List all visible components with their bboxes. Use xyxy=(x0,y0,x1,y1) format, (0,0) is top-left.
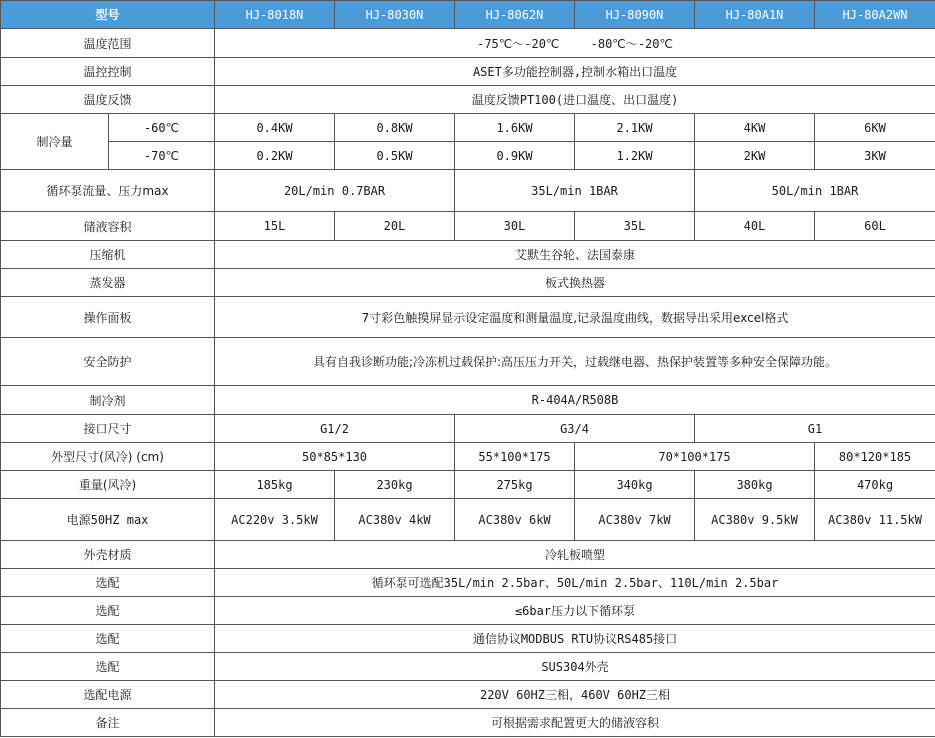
row-label: 选配 xyxy=(1,653,215,681)
row-value: 具有自我诊断功能;冷冻机过载保护:高压压力开关，过载继电器、热保护装置等多种安全保障功能。 xyxy=(215,338,935,386)
header-row xyxy=(1,1,935,29)
cell: 1.2KW xyxy=(575,142,695,170)
row-panel xyxy=(1,297,935,338)
cell: 30L xyxy=(455,212,575,241)
row-value: SUS304外壳 xyxy=(215,653,935,681)
cell: 230kg xyxy=(335,471,455,499)
model-header: HJ-80A1N xyxy=(695,1,815,29)
cell: 1.6KW xyxy=(455,114,575,142)
row-label: 制冷剂 xyxy=(1,386,215,415)
row-label: 安全防护 xyxy=(1,338,215,386)
row-label: 接口尺寸 xyxy=(1,415,215,443)
cell: 4KW xyxy=(695,114,815,142)
cell: 20L xyxy=(335,212,455,241)
cell: 35L/min 1BAR xyxy=(455,170,695,212)
cell: AC380v 7kW xyxy=(575,499,695,541)
row-option-4 xyxy=(1,653,935,681)
row-value: 通信协议MODBUS RTU协议RS485接口 xyxy=(215,625,935,653)
row-value: ASET多功能控制器,控制水箱出口温度 xyxy=(215,58,935,86)
cell: 340kg xyxy=(575,471,695,499)
row-label: 蒸发器 xyxy=(1,269,215,297)
cell: 80*120*185 xyxy=(815,443,935,471)
row-label: 选配电源 xyxy=(1,681,215,709)
sub-label: -70℃ xyxy=(109,142,215,170)
model-header: HJ-8018N xyxy=(215,1,335,29)
cell: 0.8KW xyxy=(335,114,455,142)
row-value: ≤6bar压力以下循环泵 xyxy=(215,597,935,625)
row-dimensions xyxy=(1,443,935,471)
row-cooling-70 xyxy=(1,142,935,170)
cell: AC220v 3.5kW xyxy=(215,499,335,541)
row-label: 温控控制 xyxy=(1,58,215,86)
cell: 2.1KW xyxy=(575,114,695,142)
cell: 55*100*175 xyxy=(455,443,575,471)
row-label: 温度范围 xyxy=(1,29,215,58)
cell: 20L/min 0.7BAR xyxy=(215,170,455,212)
model-header: HJ-80A2WN xyxy=(815,1,935,29)
cell: 3KW xyxy=(815,142,935,170)
cell: AC380v 11.5kW xyxy=(815,499,935,541)
row-compressor xyxy=(1,241,935,269)
row-option-2 xyxy=(1,597,935,625)
cell: 380kg xyxy=(695,471,815,499)
row-label: 重量(风冷) xyxy=(1,471,215,499)
cell: 6KW xyxy=(815,114,935,142)
cell: 60L xyxy=(815,212,935,241)
cell: 15L xyxy=(215,212,335,241)
row-power xyxy=(1,499,935,541)
header-label: 型号 xyxy=(1,1,215,29)
cell: 185kg xyxy=(215,471,335,499)
cell: AC380v 9.5kW xyxy=(695,499,815,541)
row-storage xyxy=(1,212,935,241)
cell: AC380v 6kW xyxy=(455,499,575,541)
cell: 50L/min 1BAR xyxy=(695,170,935,212)
row-temp-range xyxy=(1,29,935,58)
cell: 0.4KW xyxy=(215,114,335,142)
row-temp-control xyxy=(1,58,935,86)
row-value: 艾默生谷轮、法国泰康 xyxy=(215,241,935,269)
row-label: 选配 xyxy=(1,597,215,625)
row-value: R-404A/R508B xyxy=(215,386,935,415)
model-header: HJ-8062N xyxy=(455,1,575,29)
row-safety xyxy=(1,338,935,386)
row-label: 选配 xyxy=(1,569,215,597)
model-header: HJ-8090N xyxy=(575,1,695,29)
cell: 0.2KW xyxy=(215,142,335,170)
row-value: 循环泵可选配35L/min 2.5bar、50L/min 2.5bar、110L/min 2.5bar xyxy=(215,569,935,597)
row-value: 220V 60HZ三相，460V 60HZ三相 xyxy=(215,681,935,709)
row-pump xyxy=(1,170,935,212)
row-weight xyxy=(1,471,935,499)
row-value: 可根据需求配置更大的储液容积 xyxy=(215,709,935,737)
row-interface xyxy=(1,415,935,443)
cell: 70*100*175 xyxy=(575,443,815,471)
cell: 470kg xyxy=(815,471,935,499)
row-evaporator xyxy=(1,269,935,297)
row-label: 外壳材质 xyxy=(1,541,215,569)
row-option-3 xyxy=(1,625,935,653)
cell: 50*85*130 xyxy=(215,443,455,471)
row-label: 外型尺寸(风冷) (cm) xyxy=(1,443,215,471)
row-value: 板式换热器 xyxy=(215,269,935,297)
cell: 0.9KW xyxy=(455,142,575,170)
row-cooling-60 xyxy=(1,114,935,142)
row-label: 电源50HZ max xyxy=(1,499,215,541)
cell: 0.5KW xyxy=(335,142,455,170)
cell: G1/2 xyxy=(215,415,455,443)
cell: AC380v 4kW xyxy=(335,499,455,541)
row-value: 冷轧板喷塑 xyxy=(215,541,935,569)
row-label: 操作面板 xyxy=(1,297,215,338)
row-option-power xyxy=(1,681,935,709)
row-temp-feedback xyxy=(1,86,935,114)
row-value: -75℃～-20℃ -80℃～-20℃ xyxy=(215,29,935,58)
row-label: 循环泵流量、压力max xyxy=(1,170,215,212)
row-value: 温度反馈PT100(进口温度、出口温度) xyxy=(215,86,935,114)
row-label: 压缩机 xyxy=(1,241,215,269)
row-label: 选配 xyxy=(1,625,215,653)
row-label: 制冷量 xyxy=(1,114,109,170)
row-label: 备注 xyxy=(1,709,215,737)
cell: G1 xyxy=(695,415,935,443)
row-option-1 xyxy=(1,569,935,597)
sub-label: -60℃ xyxy=(109,114,215,142)
row-refrigerant xyxy=(1,386,935,415)
row-remark xyxy=(1,709,935,737)
cell: 35L xyxy=(575,212,695,241)
row-shell xyxy=(1,541,935,569)
row-value: 7寸彩色触摸屏显示设定温度和测量温度,记录温度曲线，数据导出采用excel格式 xyxy=(215,297,935,338)
row-label: 温度反馈 xyxy=(1,86,215,114)
model-header: HJ-8030N xyxy=(335,1,455,29)
cell: 2KW xyxy=(695,142,815,170)
cell: 40L xyxy=(695,212,815,241)
row-label: 储液容积 xyxy=(1,212,215,241)
cell: 275kg xyxy=(455,471,575,499)
cell: G3/4 xyxy=(455,415,695,443)
